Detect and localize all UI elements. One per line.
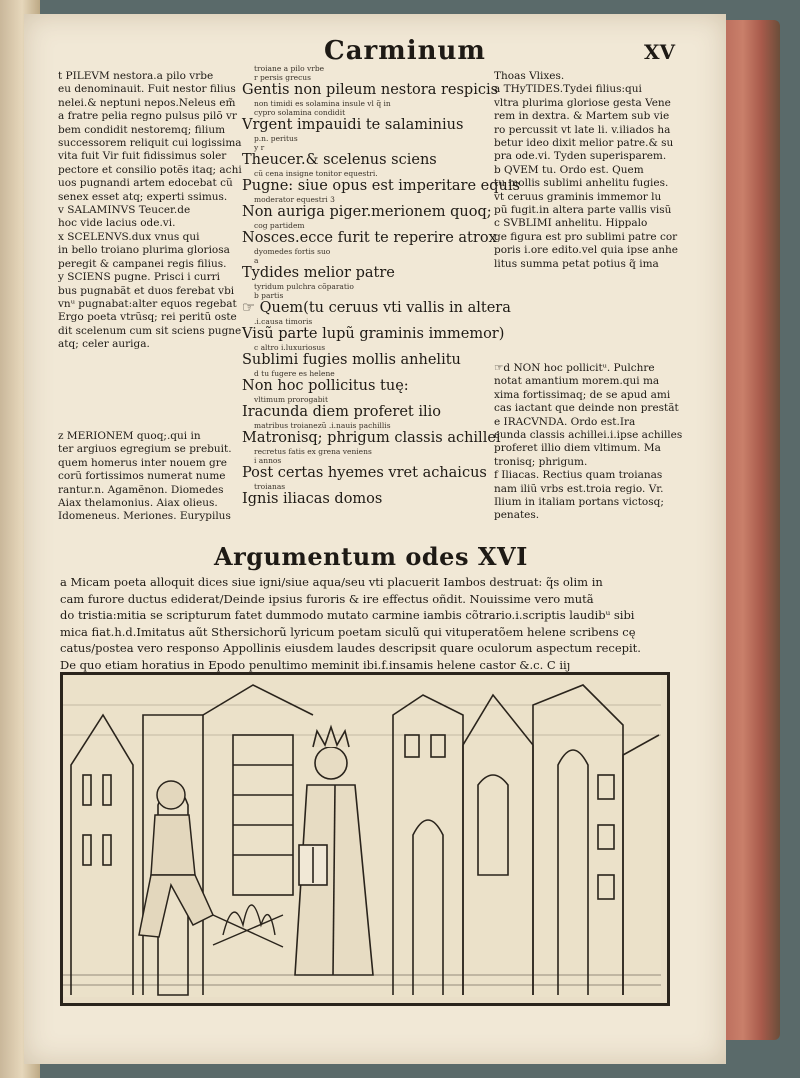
commentary-line: rantur.n. Agamẽnon. Diomedes	[58, 483, 224, 496]
commentary-line: pũ fugit.in altera parte vallis visũ	[494, 204, 672, 217]
interlinear-gloss: troianas	[254, 482, 286, 491]
verse-line: Sublimi fugies mollis anhelitu	[242, 352, 461, 368]
interlinear-gloss: vltimum prorogabit	[254, 395, 328, 404]
interlinear-gloss: tyridum pulchra cõparatio	[254, 282, 354, 291]
commentary-line: senex esset atq; experti ssimus.	[58, 190, 228, 203]
commentary-line: hoc vide lacius ode.vi.	[58, 217, 176, 230]
commentary-line: rem in dextra. & Martem sub vie	[494, 110, 670, 123]
commentary-line: y SCIENS pugne. Prisci i curri	[58, 271, 221, 284]
commentary-line: Ergo poeta vtrũsq; rei peritũ oste	[58, 311, 237, 324]
commentary-line: successorem reliquit cui logissima	[58, 137, 242, 150]
argument-line: catus/postea vero responso Appollinis eiusdem laudes descripsit quare oculorum aspectum recepit.	[60, 641, 641, 655]
commentary-line: betur ideo dixit melior patre.& su	[494, 137, 674, 150]
commentary-line: ter argiuos egregium se prebuit.	[58, 443, 232, 456]
interlinear-gloss: matribus troianezũ .i.nauis pachillis	[254, 421, 391, 430]
verse-line: Iracunda diem proferet ilio	[242, 404, 441, 420]
argument-line: a Micam poeta alloquit dices siue igni/siue aqua/seu vti placuerit Iambos destruat: q̃s olim in	[60, 575, 603, 589]
commentary-line: bem condidit nestoremq; filium	[58, 123, 226, 136]
commentary-line: a THyTIDES.Tydei filius:qui	[494, 83, 642, 96]
commentary-line: poris i.ore edito.vel quia ipse anhe	[494, 244, 679, 257]
commentary-line: notat amantium morem.qui ma	[494, 375, 660, 388]
verse-line: Pugne: siue opus est imperitare equis	[242, 178, 520, 194]
commentary-line: proferet illio diem vltimum. Ma	[494, 442, 661, 455]
interlinear-gloss: dyomedes fortis suo	[254, 247, 331, 256]
commentary-line: quem homerus inter nouem gre	[58, 456, 227, 469]
commentary-line: pra ode.vi. Tyden superisparem.	[494, 150, 667, 163]
commentary-line: uos pugnandi artem edocebat cũ	[58, 177, 233, 190]
interlinear-gloss: cog partidem	[254, 221, 305, 230]
commentary-line: x SCELENVS.dux vnus qui	[58, 230, 200, 243]
commentary-line: Thoas Vlixes.	[494, 70, 565, 82]
commentary-line: b QVEM tu. Ordo est. Quem	[494, 163, 644, 176]
commentary-line: Aiax thelamonius. Aiax olieus.	[58, 497, 218, 510]
left-commentary-2	[58, 430, 258, 524]
argument-heading: Argumentum odes XVI	[214, 542, 528, 571]
interlinear-gloss: recretus fatis ex grena veniens	[254, 447, 372, 456]
commentary-line: v SALAMINVS Teucer.de	[58, 204, 191, 217]
commentary-line: vnᵘ pugnabat:alter equos regebat	[58, 297, 237, 310]
commentary-line: Ilium in italiam portans victosq;	[494, 496, 664, 509]
woodcut-illustration	[60, 672, 670, 1006]
commentary-line: dit scelenum cum sit sciens pugne	[58, 324, 242, 337]
verse-line: Vrgent impauidi te salaminius	[242, 117, 464, 133]
woodcut-drawing	[63, 675, 661, 997]
right-commentary	[494, 70, 679, 271]
interlinear-gloss: c altro i.luxuriosus	[254, 343, 326, 352]
interlinear-gloss: y r	[254, 143, 265, 152]
commentary-line: atq; celer auriga.	[58, 338, 150, 351]
verse-column	[242, 64, 520, 508]
verse-line: Visũ parte lupũ graminis immemor)	[242, 326, 505, 342]
commentary-line: bus pugnabãt et duos ferebat vbi	[58, 284, 235, 297]
commentary-line: Idomeneus. Meriones. Eurypilus	[58, 510, 231, 523]
verse-line: Nosces.ecce furit te reperire atrox	[242, 230, 497, 246]
commentary-line: ☞d NON hoc pollicitᵘ. Pulchre	[494, 362, 655, 374]
commentary-line: c SVBLIMI anhelitu. Hippalo	[494, 217, 648, 230]
interlinear-gloss: .i.causa timoris	[254, 317, 313, 326]
argument-line: cam furore ductus ediderat/Deinde ipsius furoris & ire effectus oñdit. Nouissime vero mutã	[60, 591, 594, 606]
book-fore-edge	[718, 20, 780, 1040]
right-commentary-2	[494, 362, 683, 523]
commentary-line: vltra plurima gloriose gesta Vene	[494, 96, 671, 109]
interlinear-gloss: p.n. peritus	[254, 134, 298, 143]
interlinear-gloss: d tu fugere es helene	[254, 369, 335, 378]
verse-line: Theucer.& scelenus sciens	[242, 152, 437, 168]
page-running-title: Carminum	[324, 36, 486, 66]
left-commentary	[58, 70, 258, 352]
commentary-line: tu mollis sublimi anhelitu fugies.	[494, 177, 669, 190]
interlinear-gloss: r persis grecus	[254, 73, 311, 82]
commentary-line: z MERIONEM quoq;.qui in	[58, 430, 201, 442]
commentary-line: e IRACVNDA. Ordo est.Ira	[494, 415, 636, 428]
verse-line: Ignis iliacas domos	[242, 491, 383, 507]
argument-text	[60, 574, 700, 673]
page-folio-number: XV	[644, 40, 676, 64]
interlinear-gloss: moderator equestri 3	[254, 195, 335, 204]
interlinear-gloss: non timidi es solamina insule vl q̃ in	[254, 99, 391, 108]
commentary-line: t PILEVM nestora.a pilo vrbe	[58, 70, 214, 82]
commentary-line: vita fuit Vir fuit fidissimus soler	[58, 150, 227, 163]
book-page	[24, 14, 726, 1064]
verse-line: ☞ Quem(tu ceruus vti vallis in altera	[242, 300, 511, 316]
commentary-line: cunda classis achillei.i.ipse achilles	[494, 429, 683, 442]
commentary-line: f Iliacas. Rectius quam troianas	[494, 469, 663, 482]
commentary-line: litus summa petat potius q̃ ima	[494, 257, 659, 270]
commentary-line: peregit & campanei regis filius.	[58, 257, 227, 270]
interlinear-gloss: a	[254, 256, 259, 265]
verse-line: Post certas hyemes vret achaicus	[242, 465, 487, 481]
commentary-line: tronisq; phrigum.	[494, 455, 588, 468]
verse-line: Gentis non pileum nestora respicis	[242, 82, 499, 98]
commentary-line: a fratre pelia regno pulsus pilõ vr	[58, 110, 237, 123]
commentary-line: pectore et consilio potẽs itaq; achi	[58, 163, 242, 176]
commentary-line: eu denominauit. Fuit nestor filius	[58, 83, 236, 96]
commentary-line: vt ceruus graminis immemor lu	[494, 190, 662, 203]
verse-line: Tydides melior patre	[242, 265, 395, 281]
interlinear-gloss: cũ cena insigne tonitor equestri.	[254, 169, 378, 178]
interlinear-gloss: b partis	[254, 291, 284, 300]
argument-line: De quo etiam horatius in Epodo penultimo meminit ibi.f.insamis helene castor &.c. C iiȷ	[60, 657, 571, 672]
commentary-line: penates.	[494, 509, 540, 522]
argument-line: mica fiat.h.d.Imitatus aũt Sthersichorũ lyricum poetam siculũ qui vituperatõem helene scribens cę	[60, 624, 636, 639]
commentary-line: nelei.& neptuni nepos.Neleus em̃	[58, 96, 236, 109]
commentary-line: nam iliũ vrbs est.troia regio. Vr.	[494, 482, 664, 495]
interlinear-gloss: i annos	[254, 456, 282, 465]
interlinear-gloss: cypro solamina condidit	[254, 108, 346, 117]
commentary-line: ro percussit vt late li. v.iliados ha	[494, 123, 671, 136]
argument-line: do tristia:mitia se scripturum fatet dummodo mutato carmine iambis cõtrario.i.scriptis laudibᵘ sibi	[60, 608, 635, 622]
verse-line: Non hoc pollicitus tuę:	[242, 378, 409, 394]
commentary-line: in bello troiano plurima gloriosa	[58, 244, 230, 257]
commentary-line: cas iactant que deinde non prestãt	[494, 402, 679, 415]
commentary-line: xima fortissimaq; de se apud ami	[494, 388, 671, 401]
commentary-line: ge figura est pro sublimi patre cor	[494, 230, 678, 243]
verse-line: Matronisq; phrigum classis achillei	[242, 430, 501, 446]
interlinear-gloss: troiane a pilo vrbe	[254, 64, 325, 73]
verse-line: Non auriga piger.merionem quoq;	[242, 204, 492, 220]
commentary-line: corũ fortissimos numerat nume	[58, 470, 226, 483]
